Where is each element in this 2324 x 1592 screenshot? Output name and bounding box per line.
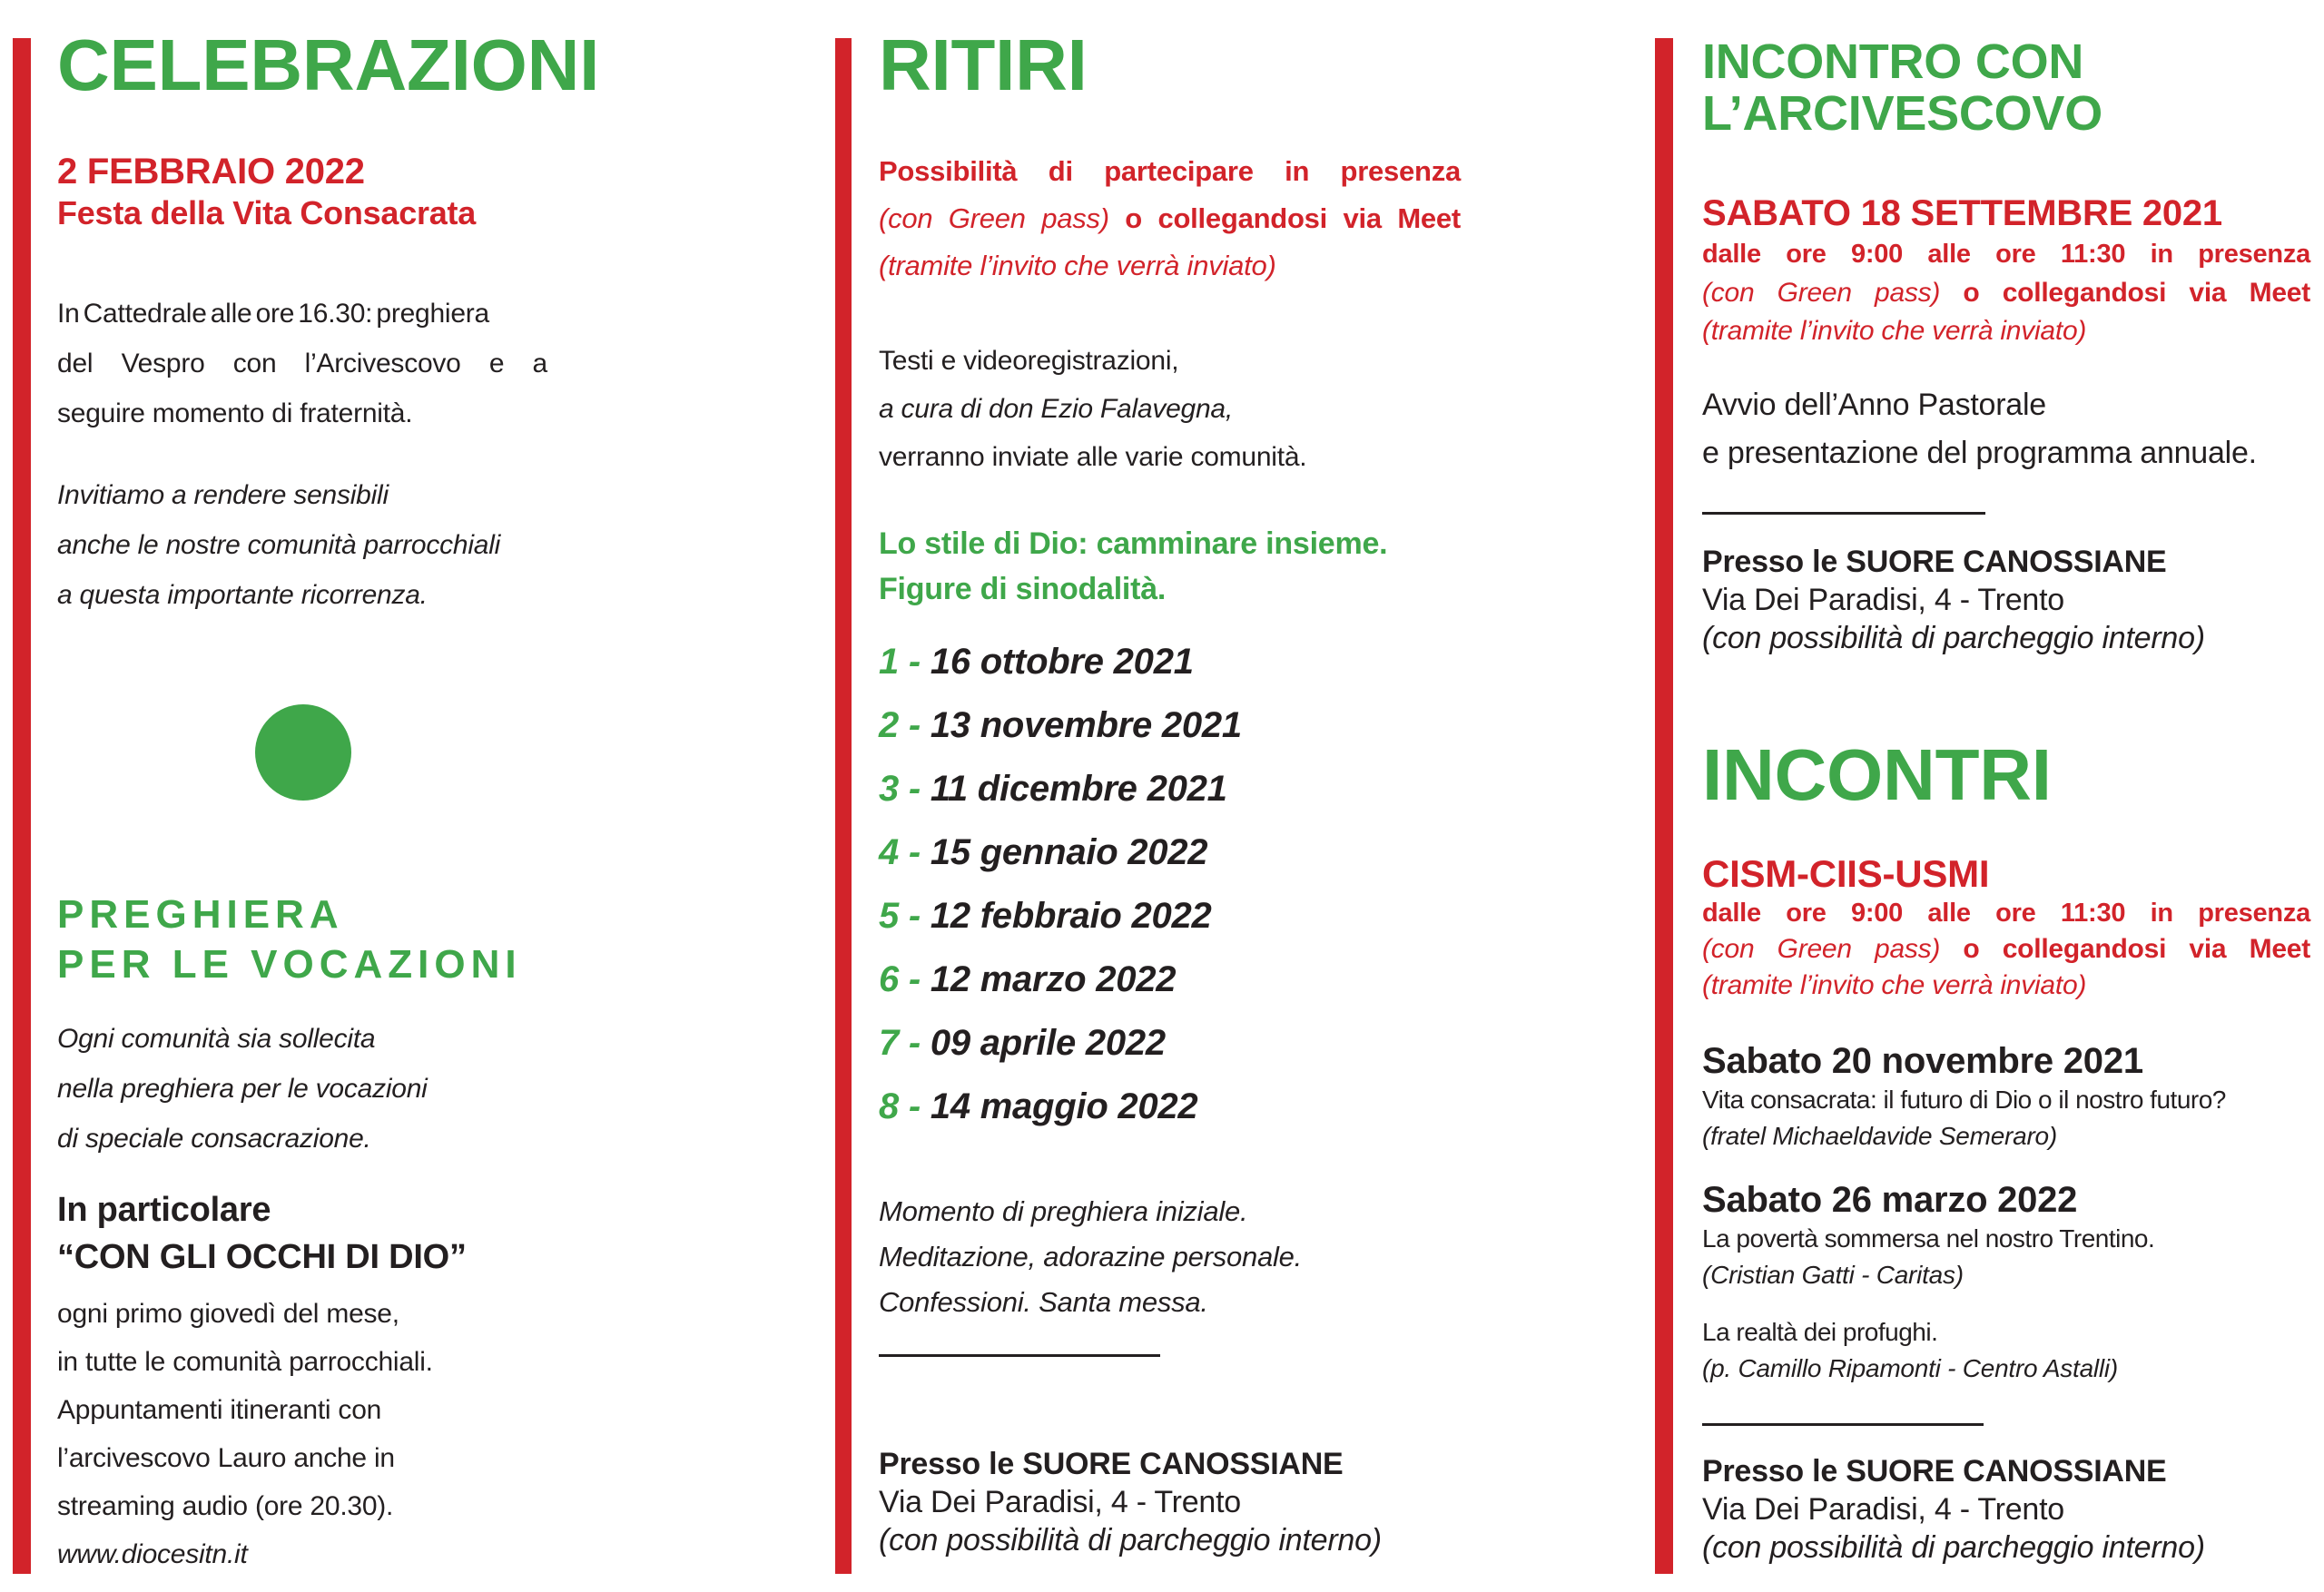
group-name: CISM-CIIS-USMI <box>1702 852 1990 895</box>
program-line-3: Confessioni. Santa messa. <box>879 1286 1208 1318</box>
meeting-entry-topic: Vita consacrata: il futuro di Dio o il nostro futuro? <box>1702 1086 2226 1114</box>
access-presence-line: Possibilità di partecipare in presenza <box>879 155 1461 187</box>
theme-line-2: Figure di sinodalità. <box>879 572 1167 606</box>
cism-meeting-info <box>1702 853 2310 1004</box>
meeting-entry-3 <box>1702 1314 2310 1387</box>
item-number: 7 - <box>879 1023 921 1063</box>
separator-line <box>1702 1423 1984 1426</box>
prayer-paragraph <box>57 1014 547 1164</box>
particular-label: In particolare <box>57 1191 271 1229</box>
red-accent-bar-left <box>13 38 31 1574</box>
item-date: 15 gennaio 2022 <box>930 832 1208 872</box>
particular-line-2: in tutte le comunità parrocchiali. <box>57 1347 433 1377</box>
invite-note: (tramite l’invito che verrà inviato) <box>1702 970 2087 1000</box>
meeting-entry-topic: La povertà sommersa nel nostro Trentino. <box>1702 1224 2155 1253</box>
meeting-entry-date: Sabato 26 marzo 2022 <box>1702 1180 2078 1220</box>
meeting-entry-date: Sabato 20 novembre 2021 <box>1702 1041 2143 1081</box>
item-date: 11 dicembre 2021 <box>930 769 1227 809</box>
invite-line-3: a questa importante ricorrenza. <box>57 580 428 610</box>
event-date: 2 FEBBRAIO 2022 <box>57 152 365 192</box>
list-item <box>879 693 1461 757</box>
event-name: Festa della Vita Consacrata <box>57 194 477 231</box>
particular-heading <box>57 1186 547 1281</box>
group-time: dalle ore 9:00 alle ore 11:30 in presenza <box>1702 899 2310 928</box>
archbishop-meeting-info <box>1702 192 2310 350</box>
meeting-time: dalle ore 9:00 alle ore 11:30 in presenza <box>1702 240 2310 269</box>
invite-note: (tramite l’invito che verrà inviato) <box>879 250 1276 281</box>
green-pass-note: (con Green pass) <box>1702 934 1941 964</box>
website-link[interactable]: www.diocesitn.it <box>57 1539 248 1569</box>
event-heading <box>57 151 547 234</box>
agenda-paragraph <box>1702 381 2310 477</box>
theme-heading <box>879 521 1461 612</box>
access-meet-line <box>879 195 1461 242</box>
meet-note: o collegandosi via Meet <box>1963 278 2310 308</box>
item-number: 6 - <box>879 959 921 999</box>
invite-line-2: anche le nostre comunità parrocchiali <box>57 530 501 560</box>
column-ritiri <box>879 0 1461 1592</box>
invite-line-1: Invitiamo a rendere sensibili <box>57 480 389 510</box>
meeting-entry-1 <box>1702 1040 2310 1155</box>
meeting-entry-speaker: (Cristian Gatti - Caritas) <box>1702 1261 1964 1289</box>
prayer-heading-line-1: PREGHIERA <box>57 892 344 937</box>
meeting-entry-topic: La realtà dei profughi. <box>1702 1318 1938 1346</box>
archbishop-title-line-2: L’ARCIVESCOVO <box>1702 86 2102 141</box>
venue-name: Presso le SUORE CANOSSIANE <box>1702 545 2167 579</box>
list-item <box>879 630 1461 693</box>
column-incontri <box>1702 0 2310 1592</box>
particular-line-5: streaming audio (ore 20.30). <box>57 1491 394 1521</box>
list-item <box>879 948 1461 1011</box>
texts-line-3: verranno inviate alle varie comunità. <box>879 442 1307 472</box>
particular-paragraph <box>57 1290 547 1578</box>
item-number: 1 - <box>879 642 921 682</box>
particular-line-3: Appuntamenti itineranti con <box>57 1395 382 1425</box>
meet-note: o collegandosi via Meet <box>1963 934 2310 964</box>
venue-block <box>1702 543 2310 657</box>
agenda-line-2: e presentazione del programma annuale. <box>1702 436 2257 470</box>
texts-line-2: a cura di don Ezio Falavegna, <box>879 394 1233 424</box>
invite-note: (tramite l’invito che verrà inviato) <box>1702 316 2087 346</box>
prayer-heading-line-2: PER LE VOCAZIONI <box>57 942 522 987</box>
venue-note: (con possibilità di parcheggio interno) <box>1702 621 2205 655</box>
cathedral-line-3: seguire momento di fraternità. <box>57 398 413 428</box>
item-number: 2 - <box>879 705 921 745</box>
meeting-date: SABATO 18 SETTEMBRE 2021 <box>1702 193 2222 233</box>
list-item <box>879 821 1461 884</box>
green-circle-icon <box>255 704 351 801</box>
separator-line <box>1702 512 1985 515</box>
list-item <box>879 1011 1461 1075</box>
venue-address: Via Dei Paradisi, 4 - Trento <box>1702 583 2064 617</box>
list-item <box>879 757 1461 821</box>
retreat-schedule-list <box>879 630 1461 1138</box>
incontri-title: INCONTRI <box>1702 734 2052 815</box>
meet-note: o collegandosi via Meet <box>1125 202 1462 234</box>
item-number: 8 - <box>879 1086 921 1126</box>
texts-line-1: Testi e videoregistrazioni, <box>879 346 1179 376</box>
red-accent-bar-right <box>1655 38 1673 1574</box>
venue-block <box>879 1445 1461 1559</box>
access-info <box>879 148 1461 290</box>
archbishop-title-line-1: INCONTRO CON <box>1702 34 2084 89</box>
item-date: 16 ottobre 2021 <box>930 642 1194 682</box>
cathedral-paragraph <box>57 289 547 438</box>
agenda-line-1: Avvio dell’Anno Pastorale <box>1702 388 2046 422</box>
meeting-entry-speaker: (p. Camillo Ripamonti - Centro Astalli) <box>1702 1354 2118 1382</box>
prayer-line-3: di speciale consacrazione. <box>57 1124 371 1154</box>
particular-line-4: l’arcivescovo Lauro anche in <box>57 1443 395 1473</box>
list-item <box>879 1075 1461 1138</box>
program-line-2: Meditazione, adorazine personale. <box>879 1241 1302 1273</box>
particular-line-1: ogni primo giovedì del mese, <box>57 1299 399 1329</box>
group-meet-line <box>1702 931 2310 968</box>
meeting-entry-2 <box>1702 1179 2310 1293</box>
column-celebrazioni <box>57 0 600 1592</box>
texts-info <box>879 337 1461 481</box>
separator-line <box>879 1354 1160 1357</box>
particular-title: “CON GLI OCCHI DI DIO” <box>57 1238 467 1276</box>
celebrazioni-title: CELEBRAZIONI <box>57 25 600 105</box>
prayer-line-1: Ogni comunità sia sollecita <box>57 1024 376 1054</box>
item-date: 12 febbraio 2022 <box>930 896 1212 936</box>
venue-note: (con possibilità di parcheggio interno) <box>879 1523 1382 1558</box>
program-line-1: Momento di preghiera iniziale. <box>879 1195 1248 1227</box>
venue-address: Via Dei Paradisi, 4 - Trento <box>879 1485 1241 1519</box>
item-number: 5 - <box>879 896 921 936</box>
item-date: 12 marzo 2022 <box>930 959 1177 999</box>
venue-name: Presso le SUORE CANOSSIANE <box>1702 1454 2167 1489</box>
green-pass-note: (con Green pass) <box>1702 278 1941 308</box>
cathedral-line-2: del Vespro con l’Arcivescovo e a <box>57 349 547 378</box>
program-paragraph <box>879 1189 1461 1325</box>
theme-line-1: Lo stile di Dio: camminare insieme. <box>879 526 1388 561</box>
green-pass-note: (con Green pass) <box>879 202 1109 234</box>
prayer-heading <box>57 889 547 989</box>
venue-block <box>1702 1452 2310 1567</box>
item-date: 09 aprile 2022 <box>930 1023 1166 1063</box>
item-date: 14 maggio 2022 <box>930 1086 1198 1126</box>
ritiri-title: RITIRI <box>879 25 1088 105</box>
cathedral-line-1: In Cattedrale alle ore 16.30: preghiera <box>57 299 489 329</box>
red-accent-bar-middle <box>835 38 852 1574</box>
meeting-meet-line <box>1702 274 2310 312</box>
archbishop-title <box>1702 36 2310 140</box>
item-number: 3 - <box>879 769 921 809</box>
meeting-entry-speaker: (fratel Michaeldavide Semeraro) <box>1702 1122 2057 1150</box>
item-number: 4 - <box>879 832 921 872</box>
list-item <box>879 884 1461 948</box>
venue-name: Presso le SUORE CANOSSIANE <box>879 1447 1344 1481</box>
venue-address: Via Dei Paradisi, 4 - Trento <box>1702 1492 2064 1527</box>
venue-note: (con possibilità di parcheggio interno) <box>1702 1530 2205 1565</box>
item-date: 13 novembre 2021 <box>930 705 1242 745</box>
invite-paragraph <box>57 470 547 620</box>
prayer-line-2: nella preghiera per le vocazioni <box>57 1074 428 1104</box>
